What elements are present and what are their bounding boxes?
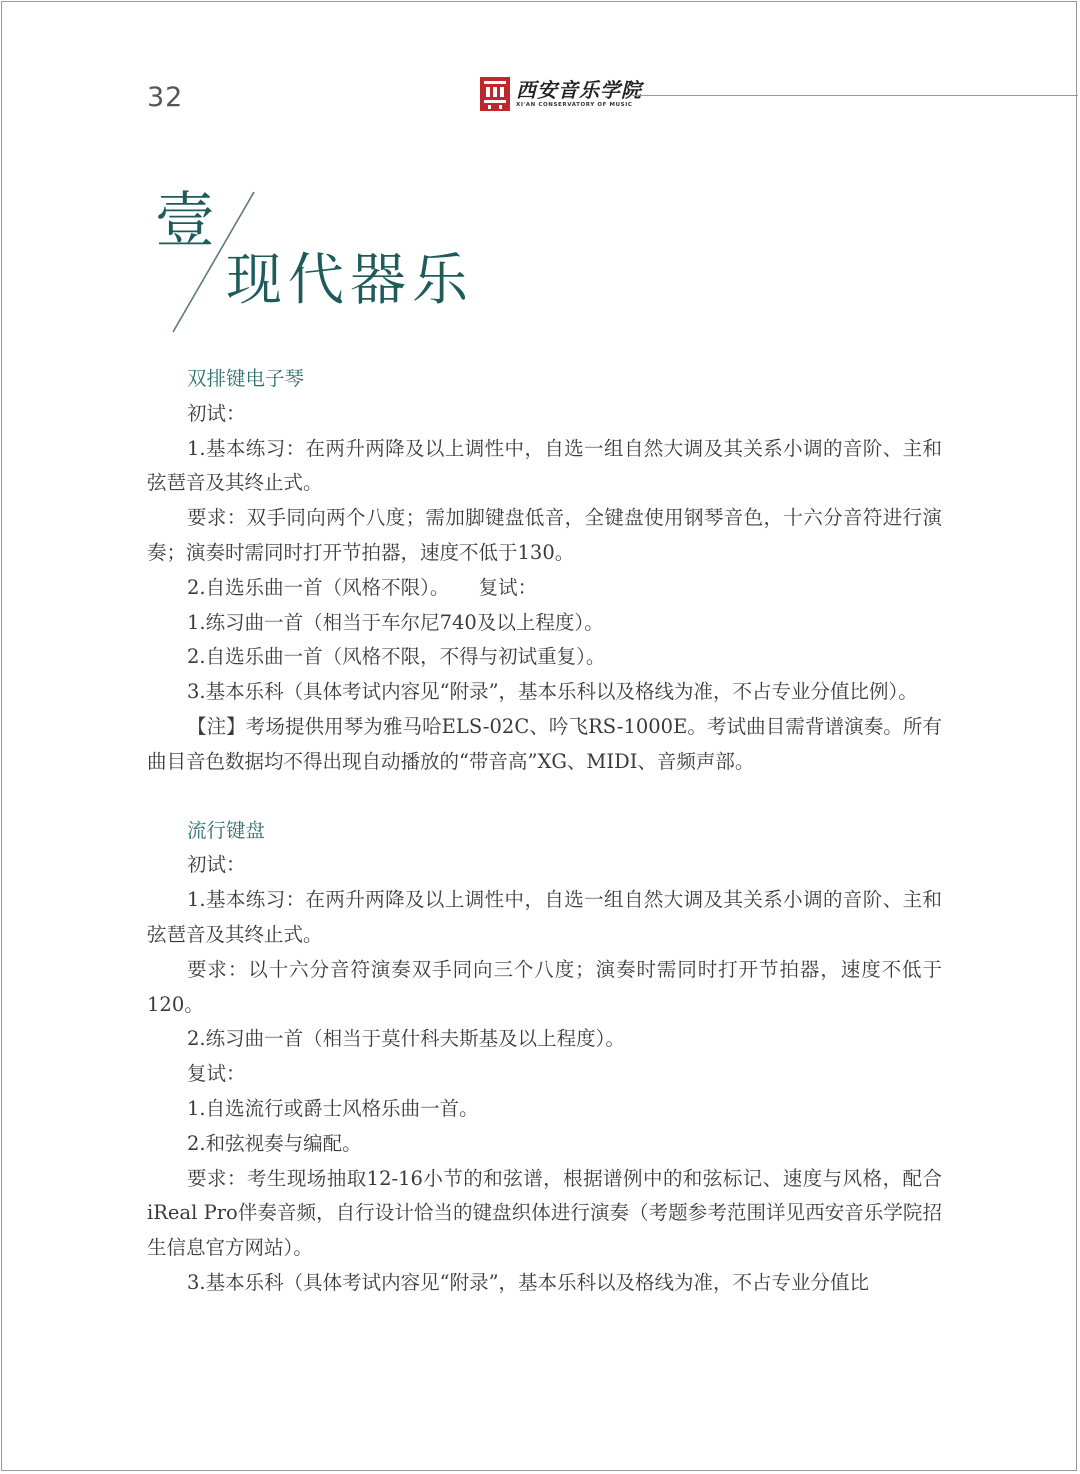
page-number: 32 [147, 82, 184, 113]
subhead-double-keyboard: 双排键电子琴 [187, 367, 305, 390]
paragraph: 初试： [187, 401, 246, 425]
paragraph: 3.基本乐科（具体考试内容见“附录”，基本乐科以及格线为准，不占专业分值比例）。 [187, 680, 918, 704]
school-name: 西安音乐学院 [516, 78, 642, 102]
paragraph: 2.和弦视奏与编配。 [187, 1131, 362, 1155]
paragraph: 初试： [187, 853, 246, 877]
note-paragraph: 【注】考场提供用琴为雅马哈ELS-02C、吟飞RS-1000E。考试曲目需背谱演奏。所有曲目音色数据均不得出现自动播放的“带音高”XG、MIDI、音频声部。 [147, 714, 942, 773]
paragraph: 2.自选乐曲一首（风格不限）。 复试： [187, 575, 538, 599]
paragraph: 要求：以十六分音符演奏双手同向三个八度；演奏时需同时打开节拍器，速度不低于120。 [147, 957, 942, 1016]
header-rule [632, 95, 1078, 96]
subhead-pop-keyboard: 流行键盘 [187, 818, 266, 842]
school-seal-icon [480, 77, 510, 111]
paragraph: 1.基本练习：在两升两降及以上调性中，自选一组自然大调及其关系小调的音阶、主和弦琶音及其终止式。 [147, 436, 942, 495]
paragraph: 2.自选乐曲一首（风格不限，不得与初试重复）。 [187, 645, 606, 669]
main-content [147, 362, 942, 1301]
paragraph: 1.自选流行或爵士风格乐曲一首。 [187, 1096, 479, 1120]
school-name-english: XI'AN CONSERVATORY OF MUSIC [516, 102, 633, 108]
paragraph: 要求：考生现场抽取12-16小节的和弦谱，根据谱例中的和弦标记、速度与风格，配合iReal Pro伴奏音频，自行设计恰当的键盘织体进行演奏（考题参考范围详见西安音乐学院招生信息官方网站）。 [147, 1166, 942, 1260]
section-gap [147, 780, 942, 814]
paragraph: 3.基本乐科（具体考试内容见“附录”，基本乐科以及格线为准，不占专业分值比 [187, 1270, 870, 1294]
paragraph: 1.练习曲一首（相当于车尔尼740及以上程度）。 [187, 610, 604, 634]
paragraph: 复试： [187, 1062, 246, 1086]
section-number: 壹 [155, 186, 215, 256]
paragraph: 要求：双手同向两个八度；需加脚键盘低音，全键盘使用钢琴音色，十六分音符进行演奏；演奏时需同时打开节拍器，速度不低于130。 [147, 506, 942, 564]
section-title: 现代器乐 [226, 248, 474, 313]
school-logo [480, 74, 642, 114]
paragraph: 2.练习曲一首（相当于莫什科夫斯基及以上程度）。 [187, 1027, 625, 1051]
paragraph: 1.基本练习：在两升两降及以上调性中，自选一组自然大调及其关系小调的音阶、主和弦琶音及其终止式。 [147, 888, 942, 946]
